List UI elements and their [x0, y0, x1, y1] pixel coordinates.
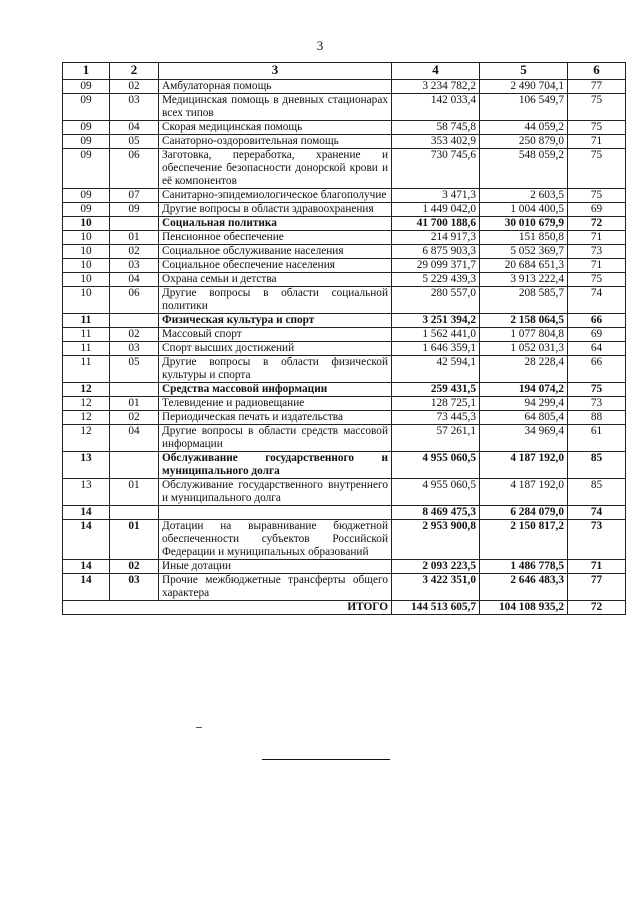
value-fact: 2 603,5	[480, 189, 568, 203]
code-subsection: 03	[110, 94, 159, 121]
code-subsection: 01	[110, 520, 159, 560]
header-col-5: 5	[480, 63, 568, 80]
table-row	[63, 231, 626, 245]
expense-name: Амбулаторная помощь	[159, 80, 392, 94]
value-plan: 41 700 188,6	[392, 217, 480, 231]
value-plan: 73 445,3	[392, 411, 480, 425]
code-section: 12	[63, 425, 110, 452]
code-section: 11	[63, 342, 110, 356]
code-subsection: 05	[110, 135, 159, 149]
value-fact: 1 077 804,8	[480, 328, 568, 342]
value-fact: 2 490 704,1	[480, 80, 568, 94]
value-plan: 3 234 782,2	[392, 80, 480, 94]
expense-name: Телевидение и радиовещание	[159, 397, 392, 411]
value-plan: 6 875 903,3	[392, 245, 480, 259]
value-fact: 5 052 369,7	[480, 245, 568, 259]
value-plan: 142 033,4	[392, 94, 480, 121]
value-plan: 8 469 475,3	[392, 506, 480, 520]
code-subsection: 03	[110, 259, 159, 273]
table-row	[63, 149, 626, 189]
percent: 75	[568, 94, 626, 121]
code-subsection: 01	[110, 479, 159, 506]
code-subsection: 04	[110, 425, 159, 452]
value-fact: 2 158 064,5	[480, 314, 568, 328]
value-fact: 34 969,4	[480, 425, 568, 452]
code-subsection: 02	[110, 328, 159, 342]
value-fact: 194 074,2	[480, 383, 568, 397]
expense-name: Санаторно-оздоровительная помощь	[159, 135, 392, 149]
table-row	[63, 520, 626, 560]
value-fact: 4 187 192,0	[480, 479, 568, 506]
code-subsection: 03	[110, 574, 159, 601]
table-row	[63, 203, 626, 217]
table-row	[63, 245, 626, 259]
percent: 66	[568, 314, 626, 328]
value-fact: 94 299,4	[480, 397, 568, 411]
code-section: 09	[63, 149, 110, 189]
code-section: 09	[63, 80, 110, 94]
table-row	[63, 80, 626, 94]
header-col-2: 2	[110, 63, 159, 80]
table-row	[63, 121, 626, 135]
code-subsection: 02	[110, 245, 159, 259]
code-section: 13	[63, 479, 110, 506]
value-plan: 214 917,3	[392, 231, 480, 245]
expense-name: Социальное обслуживание населения	[159, 245, 392, 259]
code-section: 13	[63, 452, 110, 479]
value-plan: 57 261,1	[392, 425, 480, 452]
value-fact: 20 684 651,3	[480, 259, 568, 273]
code-subsection: 02	[110, 560, 159, 574]
percent: 85	[568, 452, 626, 479]
value-plan: 4 955 060,5	[392, 452, 480, 479]
table-row	[63, 397, 626, 411]
value-plan: 42 594,1	[392, 356, 480, 383]
expense-name: Заготовка, переработка, хранение и обеспечение безопасности донорской крови и её компонентов	[159, 149, 392, 189]
total-row	[63, 601, 626, 615]
value-plan: 58 745,8	[392, 121, 480, 135]
expense-name	[159, 506, 392, 520]
percent: 73	[568, 520, 626, 560]
table-row	[63, 287, 626, 314]
percent: 69	[568, 203, 626, 217]
value-fact: 64 805,4	[480, 411, 568, 425]
table-row	[63, 94, 626, 121]
percent: 71	[568, 231, 626, 245]
table-row	[63, 259, 626, 273]
table-row	[63, 479, 626, 506]
value-fact: 1 486 778,5	[480, 560, 568, 574]
code-section: 11	[63, 356, 110, 383]
total-value-fact: 104 108 935,2	[480, 601, 568, 615]
expense-name: Иные дотации	[159, 560, 392, 574]
code-section: 11	[63, 314, 110, 328]
expense-name: Обслуживание государственного и муниципального долга	[159, 452, 392, 479]
percent: 75	[568, 189, 626, 203]
percent: 77	[568, 574, 626, 601]
expense-name: Охрана семьи и детства	[159, 273, 392, 287]
code-subsection: 02	[110, 80, 159, 94]
expense-name: Скорая медицинская помощь	[159, 121, 392, 135]
percent: 69	[568, 328, 626, 342]
percent: 74	[568, 506, 626, 520]
expense-name: Массовый спорт	[159, 328, 392, 342]
percent: 77	[568, 80, 626, 94]
code-section: 10	[63, 287, 110, 314]
code-subsection	[110, 217, 159, 231]
code-section: 12	[63, 397, 110, 411]
expense-name: Средства массовой информации	[159, 383, 392, 397]
expense-name: Социальная политика	[159, 217, 392, 231]
expense-name: Другие вопросы в области физической культуры и спорта	[159, 356, 392, 383]
value-fact: 2 646 483,3	[480, 574, 568, 601]
expense-name: Другие вопросы в области социальной политики	[159, 287, 392, 314]
table-row	[63, 411, 626, 425]
value-plan: 2 953 900,8	[392, 520, 480, 560]
code-subsection: 06	[110, 149, 159, 189]
code-subsection: 01	[110, 397, 159, 411]
code-section: 10	[63, 217, 110, 231]
value-fact: 28 228,4	[480, 356, 568, 383]
signature-line	[262, 759, 390, 760]
percent: 85	[568, 479, 626, 506]
code-section: 14	[63, 520, 110, 560]
table-row	[63, 189, 626, 203]
expense-name: Медицинская помощь в дневных стационарах всех типов	[159, 94, 392, 121]
expense-name: Социальное обеспечение населения	[159, 259, 392, 273]
value-fact: 30 010 679,9	[480, 217, 568, 231]
value-plan: 29 099 371,7	[392, 259, 480, 273]
expense-name: Обслуживание государственного внутреннего и муниципального долга	[159, 479, 392, 506]
value-fact: 151 850,8	[480, 231, 568, 245]
percent: 73	[568, 397, 626, 411]
header-col-4: 4	[392, 63, 480, 80]
total-percent: 72	[568, 601, 626, 615]
page-number: 3	[316, 38, 324, 53]
code-subsection: 01	[110, 231, 159, 245]
code-subsection	[110, 314, 159, 328]
expense-name: Дотации на выравнивание бюджетной обеспеченности субъектов Российской Федерации и муниципальных образований	[159, 520, 392, 560]
table-row	[63, 383, 626, 397]
percent: 61	[568, 425, 626, 452]
value-fact: 548 059,2	[480, 149, 568, 189]
code-section: 14	[63, 574, 110, 601]
value-plan: 3 471,3	[392, 189, 480, 203]
code-section: 09	[63, 203, 110, 217]
stray-mark	[196, 727, 202, 728]
value-plan: 4 955 060,5	[392, 479, 480, 506]
expense-name: Периодическая печать и издательства	[159, 411, 392, 425]
code-section: 12	[63, 411, 110, 425]
code-section: 14	[63, 506, 110, 520]
expense-name: Пенсионное обеспечение	[159, 231, 392, 245]
value-fact: 44 059,2	[480, 121, 568, 135]
expense-name: Другие вопросы в области здравоохранения	[159, 203, 392, 217]
value-plan: 2 093 223,5	[392, 560, 480, 574]
expense-name: Другие вопросы в области средств массовой информации	[159, 425, 392, 452]
code-section: 14	[63, 560, 110, 574]
code-subsection	[110, 452, 159, 479]
percent: 75	[568, 383, 626, 397]
code-section: 09	[63, 189, 110, 203]
percent: 72	[568, 217, 626, 231]
code-subsection	[110, 383, 159, 397]
table-row	[63, 560, 626, 574]
code-section: 09	[63, 121, 110, 135]
percent: 74	[568, 287, 626, 314]
header-col-3: 3	[159, 63, 392, 80]
code-section: 12	[63, 383, 110, 397]
value-plan: 1 562 441,0	[392, 328, 480, 342]
total-value-plan: 144 513 605,7	[392, 601, 480, 615]
percent: 71	[568, 560, 626, 574]
percent: 75	[568, 149, 626, 189]
value-fact: 4 187 192,0	[480, 452, 568, 479]
code-section: 11	[63, 328, 110, 342]
value-plan: 1 646 359,1	[392, 342, 480, 356]
table-row	[63, 217, 626, 231]
value-fact: 3 913 222,4	[480, 273, 568, 287]
table-row	[63, 452, 626, 479]
expense-name: Физическая культура и спорт	[159, 314, 392, 328]
percent: 66	[568, 356, 626, 383]
percent: 71	[568, 135, 626, 149]
code-section: 09	[63, 94, 110, 121]
code-section: 10	[63, 259, 110, 273]
value-plan: 730 745,6	[392, 149, 480, 189]
code-subsection	[110, 506, 159, 520]
value-plan: 3 422 351,0	[392, 574, 480, 601]
value-fact: 1 004 400,5	[480, 203, 568, 217]
code-section: 09	[63, 135, 110, 149]
percent: 88	[568, 411, 626, 425]
code-section: 10	[63, 245, 110, 259]
code-section: 10	[63, 273, 110, 287]
code-subsection: 06	[110, 287, 159, 314]
table-row	[63, 135, 626, 149]
percent: 75	[568, 121, 626, 135]
value-fact: 106 549,7	[480, 94, 568, 121]
table-row	[63, 342, 626, 356]
value-plan: 128 725,1	[392, 397, 480, 411]
header-col-1: 1	[63, 63, 110, 80]
header-row	[63, 63, 626, 80]
value-plan: 1 449 042,0	[392, 203, 480, 217]
table-row	[63, 356, 626, 383]
expense-name: Санитарно-эпидемиологическое благополучие	[159, 189, 392, 203]
table-row	[63, 328, 626, 342]
percent: 73	[568, 245, 626, 259]
table-row	[63, 506, 626, 520]
value-plan: 259 431,5	[392, 383, 480, 397]
percent: 71	[568, 259, 626, 273]
percent: 75	[568, 273, 626, 287]
value-fact: 208 585,7	[480, 287, 568, 314]
expense-name: Спорт высших достижений	[159, 342, 392, 356]
value-fact: 1 052 031,3	[480, 342, 568, 356]
code-subsection: 04	[110, 273, 159, 287]
budget-table	[62, 62, 626, 615]
value-fact: 6 284 079,0	[480, 506, 568, 520]
header-col-6: 6	[568, 63, 626, 80]
percent: 64	[568, 342, 626, 356]
value-plan: 280 557,0	[392, 287, 480, 314]
code-subsection: 07	[110, 189, 159, 203]
total-label: ИТОГО	[63, 601, 392, 615]
table-row	[63, 574, 626, 601]
code-subsection: 02	[110, 411, 159, 425]
table-row	[63, 425, 626, 452]
value-fact: 250 879,0	[480, 135, 568, 149]
value-plan: 5 229 439,3	[392, 273, 480, 287]
value-fact: 2 150 817,2	[480, 520, 568, 560]
code-subsection: 03	[110, 342, 159, 356]
table-row	[63, 314, 626, 328]
table-row	[63, 273, 626, 287]
value-plan: 353 402,9	[392, 135, 480, 149]
expense-name: Прочие межбюджетные трансферты общего характера	[159, 574, 392, 601]
code-section: 10	[63, 231, 110, 245]
value-plan: 3 251 394,2	[392, 314, 480, 328]
code-subsection: 04	[110, 121, 159, 135]
code-subsection: 05	[110, 356, 159, 383]
code-subsection: 09	[110, 203, 159, 217]
